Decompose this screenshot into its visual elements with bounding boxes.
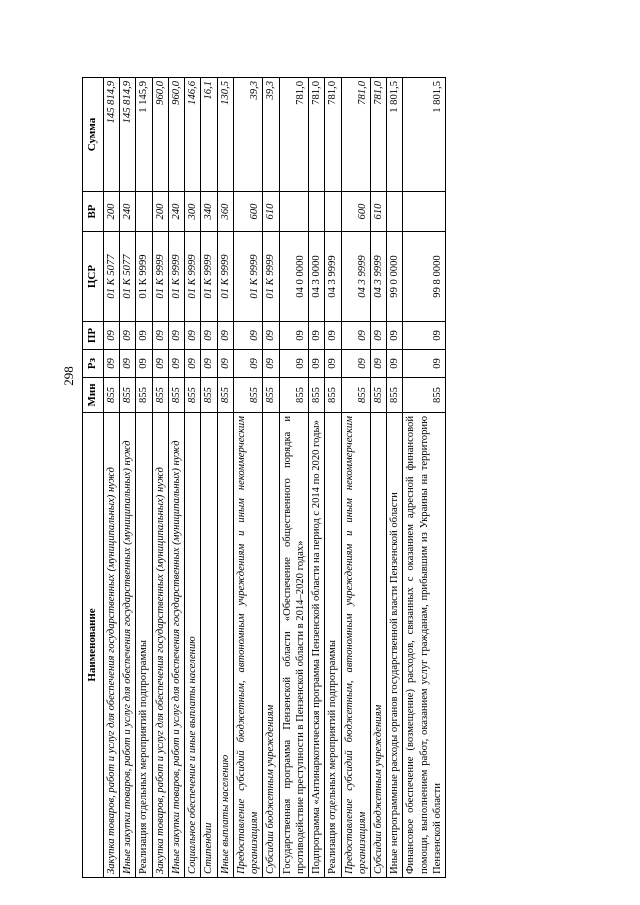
cell-csr: 99 8 0000: [403, 232, 446, 322]
cell-vr: 300: [185, 192, 201, 232]
cell-min: 855: [309, 378, 325, 413]
cell-min: 855: [370, 378, 386, 413]
cell-sum: 960,0: [168, 78, 184, 192]
budget-table: [82, 77, 446, 878]
cell-pr: 09: [185, 322, 201, 350]
cell-vr: [403, 192, 446, 232]
cell-name: Субсидии бюджетным учреждениям: [263, 413, 279, 878]
cell-sum: 16,1: [201, 78, 217, 192]
cell-sum: 146,6: [185, 78, 201, 192]
header-pr: ПР: [83, 322, 104, 350]
cell-rz: 09: [370, 350, 386, 378]
cell-vr: 600: [341, 192, 370, 232]
table-row: [403, 78, 446, 878]
cell-name: Иные непрограммные расходы органов государственной власти Пензенской области: [387, 413, 403, 878]
cell-sum: 781,0: [341, 78, 370, 192]
cell-min: 855: [120, 378, 136, 413]
cell-name: Иные закупки товаров, работ и услуг для обеспечения государственных (муниципальных) нужд: [168, 413, 184, 878]
cell-sum: 781,0: [279, 78, 308, 192]
cell-rz: 09: [120, 350, 136, 378]
cell-pr: 09: [279, 322, 308, 350]
cell-name: Реализация отдельных мероприятий подпрограммы: [325, 413, 341, 878]
table-header-row: [83, 78, 104, 878]
cell-vr: 610: [263, 192, 279, 232]
cell-min: 855: [341, 378, 370, 413]
header-name: Наименование: [83, 413, 104, 878]
cell-pr: 09: [387, 322, 403, 350]
cell-min: 855: [136, 378, 152, 413]
table-row: [136, 78, 152, 878]
cell-pr: 09: [168, 322, 184, 350]
cell-min: 855: [201, 378, 217, 413]
cell-rz: 09: [279, 350, 308, 378]
cell-pr: 09: [403, 322, 446, 350]
table-row: [152, 78, 168, 878]
cell-pr: 09: [120, 322, 136, 350]
cell-name: Стипендии: [201, 413, 217, 878]
cell-csr: 04 3 0000: [309, 232, 325, 322]
cell-vr: [309, 192, 325, 232]
cell-vr: 610: [370, 192, 386, 232]
cell-pr: 09: [104, 322, 120, 350]
cell-vr: 200: [104, 192, 120, 232]
cell-name: Иные выплаты населению: [217, 413, 233, 878]
table-row: [325, 78, 341, 878]
table-row: [120, 78, 136, 878]
table-row: [168, 78, 184, 878]
cell-min: 855: [387, 378, 403, 413]
table-row: [201, 78, 217, 878]
cell-rz: 09: [309, 350, 325, 378]
table-row: [233, 78, 262, 878]
cell-csr: 01 К 5077: [120, 232, 136, 322]
cell-vr: 240: [168, 192, 184, 232]
cell-sum: 145 814,9: [120, 78, 136, 192]
cell-name: Реализация отдельных мероприятий подпрограммы: [136, 413, 152, 878]
cell-pr: 09: [217, 322, 233, 350]
cell-sum: 130,5: [217, 78, 233, 192]
cell-rz: 09: [136, 350, 152, 378]
cell-sum: 781,0: [309, 78, 325, 192]
cell-pr: 09: [152, 322, 168, 350]
header-rz: Рз: [83, 350, 104, 378]
header-csr: ЦСР: [83, 232, 104, 322]
cell-rz: 09: [185, 350, 201, 378]
cell-csr: 04 3 9999: [325, 232, 341, 322]
table-row: [309, 78, 325, 878]
cell-sum: 1 801,5: [387, 78, 403, 192]
table-row: [217, 78, 233, 878]
cell-csr: 01 К 9999: [263, 232, 279, 322]
table-body: [104, 78, 446, 878]
cell-min: 855: [168, 378, 184, 413]
cell-sum: 781,0: [325, 78, 341, 192]
cell-pr: 09: [136, 322, 152, 350]
cell-name: Предоставление субсидий бюджетным, автономным учреждениям и иным некоммерческим организациям: [233, 413, 262, 878]
cell-csr: 01 К 9999: [168, 232, 184, 322]
cell-rz: 09: [217, 350, 233, 378]
budget-table-rotated: [82, 78, 547, 878]
cell-csr: 01 К 9999: [185, 232, 201, 322]
table-row: [185, 78, 201, 878]
cell-name: Государственная программа Пензенской области «Обеспечение общественного порядка и противодействие преступности в Пензенской области в 2014–2020 годах»: [279, 413, 308, 878]
table-row: [104, 78, 120, 878]
cell-pr: 09: [341, 322, 370, 350]
cell-min: 855: [325, 378, 341, 413]
cell-csr: 01 К 5077: [104, 232, 120, 322]
cell-sum: 1 145,9: [136, 78, 152, 192]
cell-pr: 09: [263, 322, 279, 350]
cell-min: 855: [152, 378, 168, 413]
cell-csr: 99 0 0000: [387, 232, 403, 322]
cell-sum: 781,0: [370, 78, 386, 192]
cell-pr: 09: [233, 322, 262, 350]
cell-sum: 960,0: [152, 78, 168, 192]
cell-pr: 09: [309, 322, 325, 350]
cell-csr: 04 3 9999: [370, 232, 386, 322]
header-min: Мин: [83, 378, 104, 413]
cell-rz: 09: [233, 350, 262, 378]
cell-rz: 09: [387, 350, 403, 378]
cell-min: 855: [185, 378, 201, 413]
cell-name: Социальное обеспечение и иные выплаты населению: [185, 413, 201, 878]
cell-min: 855: [233, 378, 262, 413]
header-sum: Сумма: [83, 78, 104, 192]
cell-name: Подпрограмма «Антинаркотическая программа Пензенской области на период с 2014 по 2020 годы»: [309, 413, 325, 878]
cell-vr: 340: [201, 192, 217, 232]
cell-rz: 09: [263, 350, 279, 378]
cell-csr: 01 К 9999: [201, 232, 217, 322]
cell-name: Предоставление субсидий бюджетным, автономным учреждениям и иным некоммерческим организациям: [341, 413, 370, 878]
table-row: [370, 78, 386, 878]
cell-vr: [136, 192, 152, 232]
cell-min: 855: [217, 378, 233, 413]
cell-rz: 09: [201, 350, 217, 378]
table-row: [341, 78, 370, 878]
table-row: [279, 78, 308, 878]
cell-rz: 09: [104, 350, 120, 378]
cell-vr: 200: [152, 192, 168, 232]
cell-rz: 09: [341, 350, 370, 378]
cell-csr: 04 3 9999: [341, 232, 370, 322]
cell-rz: 09: [168, 350, 184, 378]
cell-vr: [387, 192, 403, 232]
cell-vr: [279, 192, 308, 232]
cell-name: Субсидии бюджетным учреждениям: [370, 413, 386, 878]
cell-sum: 145 814,9: [104, 78, 120, 192]
cell-name: Финансовое обеспечение (возмещение) расходов, связанных с оказанием адресной финансовой помощи, выполнением работ, оказанием услуг гражданам, прибывшим из Украины на территорию Пензенской области: [403, 413, 446, 878]
cell-sum: 39,3: [263, 78, 279, 192]
cell-csr: 01 К 9999: [136, 232, 152, 322]
cell-pr: 09: [201, 322, 217, 350]
cell-vr: 240: [120, 192, 136, 232]
cell-csr: 01 К 9999: [152, 232, 168, 322]
cell-pr: 09: [325, 322, 341, 350]
cell-pr: 09: [370, 322, 386, 350]
header-vr: ВР: [83, 192, 104, 232]
cell-vr: 360: [217, 192, 233, 232]
cell-min: 855: [403, 378, 446, 413]
cell-name: Закупка товаров, работ и услуг для обеспечения государственных (муниципальных) нужд: [152, 413, 168, 878]
cell-rz: 09: [325, 350, 341, 378]
page-number: 298: [61, 366, 76, 386]
table-row: [263, 78, 279, 878]
cell-sum: 1 801,5: [403, 78, 446, 192]
cell-min: 855: [104, 378, 120, 413]
cell-min: 855: [263, 378, 279, 413]
cell-rz: 09: [403, 350, 446, 378]
cell-csr: 04 0 0000: [279, 232, 308, 322]
table-row: [387, 78, 403, 878]
cell-csr: 01 К 9999: [217, 232, 233, 322]
cell-name: Иные закупки товаров, работ и услуг для обеспечения государственных (муниципальных) нужд: [120, 413, 136, 878]
cell-name: Закупка товаров, работ и услуг для обеспечения государственных (муниципальных) нужд: [104, 413, 120, 878]
cell-csr: 01 К 9999: [233, 232, 262, 322]
cell-rz: 09: [152, 350, 168, 378]
cell-vr: 600: [233, 192, 262, 232]
cell-min: 855: [279, 378, 308, 413]
cell-vr: [325, 192, 341, 232]
cell-sum: 39,3: [233, 78, 262, 192]
